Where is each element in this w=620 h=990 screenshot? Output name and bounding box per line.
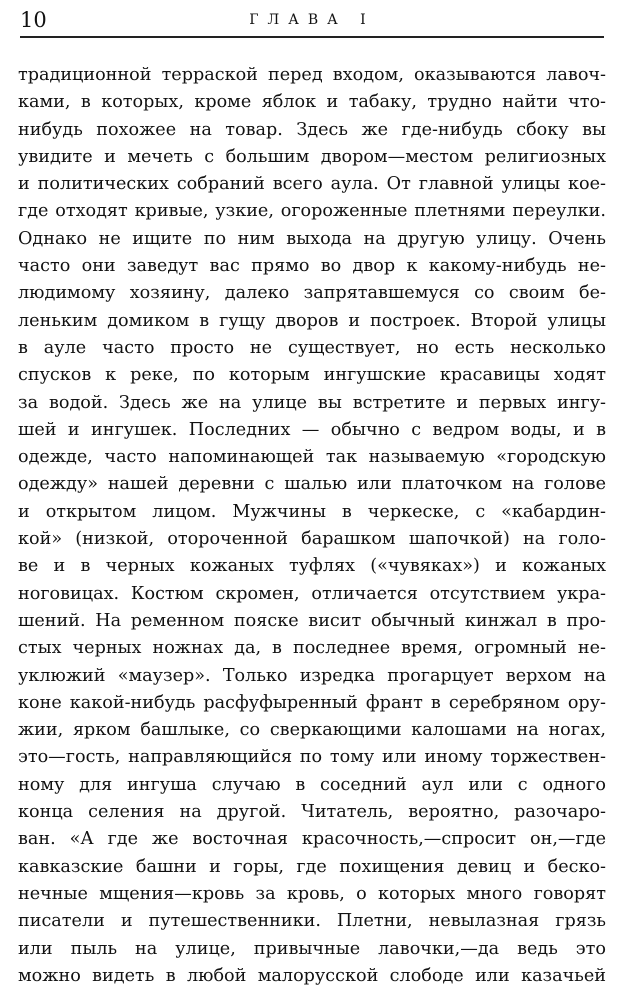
- page-number: 10: [20, 8, 47, 32]
- text-line: и политических собраний всего аула. От главной улицы кое-: [18, 174, 606, 195]
- text-line: нибудь похожее на товар. Здесь же где-нибудь сбоку вы: [18, 119, 606, 140]
- text-line: и открытом лицом. Мужчины в черкеске, с «кабардин-: [18, 501, 606, 522]
- running-head: ГЛАВА I: [249, 12, 375, 28]
- page-header: [20, 6, 604, 34]
- text-line: или пыль на улице, привычные лавочки,—да ведь это: [18, 938, 606, 959]
- text-line: ному для ингуша случаю в соседний аул или с одного: [18, 774, 606, 795]
- text-line: ве и в черных кожаных туфлях («чувяках») и кожаных: [18, 556, 606, 577]
- text-line: коне какой-нибудь расфуфыренный франт в серебряном ору-: [18, 692, 606, 713]
- text-line: кой» (низкой, отороченной барашком шапочкой) на голо-: [18, 529, 606, 550]
- text-line: конца селения на другой. Читатель, вероятно, разочаро-: [18, 802, 606, 823]
- text-line: за водой. Здесь же на улице вы встретите и первых ингу-: [18, 392, 606, 413]
- text-line: жии, ярком башлыке, со сверкающими калошами на ногах,: [18, 720, 606, 741]
- text-line: писатели и путешественники. Плетни, невылазная грязь: [18, 911, 606, 932]
- text-line: это—гость, направляющийся по тому или иному торжествен-: [18, 747, 606, 768]
- text-line: ками, в которых, кроме яблок и табаку, трудно найти что-: [18, 92, 606, 113]
- text-line: традиционной терраской перед входом, оказываются лавоч-: [18, 65, 606, 85]
- text-line: кавказские башни и горы, где похищения девиц и беско-: [18, 856, 606, 877]
- text-line: Однако не ищите по ним выхода на другую улицу. Очень: [18, 228, 606, 249]
- text-line: увидите и мечеть с большим двором—местом религиозных: [18, 146, 606, 167]
- text-line: одежде, часто напоминающей так называемую «городскую: [18, 447, 606, 468]
- header-rule: [20, 36, 604, 38]
- text-line: шений. На ременном пояске висит обычный кинжал в про-: [18, 610, 606, 631]
- text-line: спусков к реке, по которым ингушские красавицы ходят: [18, 365, 606, 386]
- text-line: шей и ингушек. Последних — обычно с ведром воды, и в: [18, 419, 606, 440]
- text-line: ноговицах. Костюм скромен, отличается отсутствием укра-: [18, 583, 606, 604]
- text-line: уклюжий «маузер». Только изредка прогарцует верхом на: [18, 665, 606, 686]
- text-line: нечные мщения—кровь за кровь, о которых много говорят: [18, 883, 606, 904]
- text-line: ван. «А где же восточная красочность,—спросит он,—где: [18, 829, 606, 850]
- text-line: часто они заведут вас прямо во двор к какому-нибудь не-: [18, 256, 606, 277]
- body-text: [18, 62, 606, 990]
- text-line: где отходят кривые, узкие, огороженные плетнями переулки.: [18, 201, 606, 222]
- text-line: одежду» нашей деревни с шалью или платочком на голове: [18, 474, 606, 495]
- text-line: стых черных ножнах да, в последнее время, огромный не-: [18, 638, 606, 659]
- text-line: можно видеть в любой малорусской слободе или казачьей: [18, 965, 606, 986]
- text-line: в ауле часто просто не существует, но есть несколько: [18, 337, 606, 358]
- text-line: леньким домиком в гущу дворов и построек. Второй улицы: [18, 310, 606, 331]
- text-line: людимому хозяину, далеко запрятавшемуся со своим бе-: [18, 283, 606, 304]
